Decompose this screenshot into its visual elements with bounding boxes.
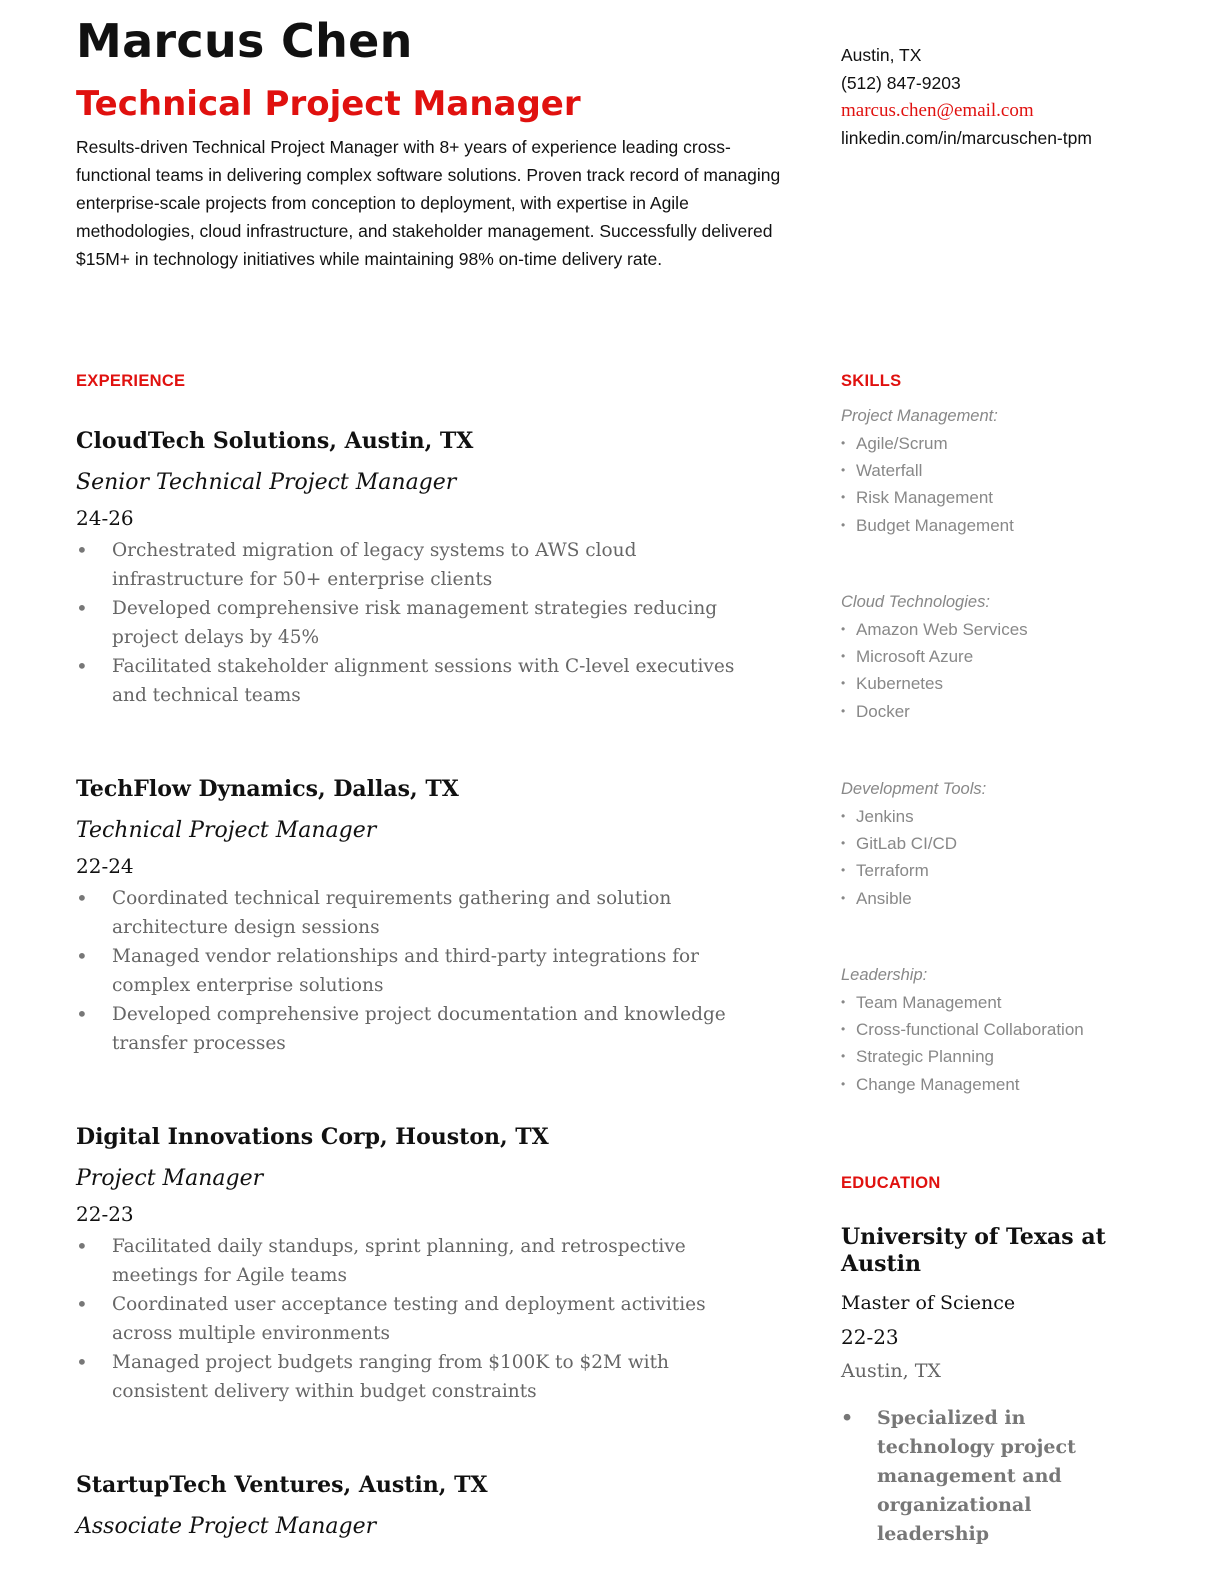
skill-item: • Docker xyxy=(841,698,1141,725)
job-dates: 24-26 xyxy=(76,506,134,530)
education-location: Austin, TX xyxy=(841,1360,941,1382)
contact-info xyxy=(841,42,1131,152)
education-entry xyxy=(841,1224,1131,1549)
job-bullet: • Facilitated daily standups, sprint planning, and retrospective meetings for Agile teams xyxy=(76,1232,762,1290)
skill-item: • Agile/Scrum xyxy=(841,430,1141,457)
education-bullet: • Specialized in technology project management and organizational leadership xyxy=(841,1404,1132,1549)
skill-item: • Kubernetes xyxy=(841,670,1141,697)
company-name: CloudTech Solutions, Austin, TX xyxy=(76,428,474,454)
job-role: Associate Project Manager xyxy=(76,1514,377,1539)
skill-category: Leadership: xyxy=(841,966,928,984)
job-dates: 22-23 xyxy=(76,1202,134,1226)
degree: Master of Science xyxy=(841,1292,1016,1314)
company-name: StartupTech Ventures, Austin, TX xyxy=(76,1472,488,1498)
job-bullet: • Developed comprehensive project documentation and knowledge transfer processes xyxy=(76,1000,762,1058)
job-bullet: • Facilitated stakeholder alignment sessions with C-level executives and technical teams xyxy=(76,652,762,710)
skill-item: • Cross-functional Collaboration xyxy=(841,1016,1141,1043)
skill-item: • Amazon Web Services xyxy=(841,616,1141,643)
job-bullets xyxy=(76,536,796,710)
skill-category: Cloud Technologies: xyxy=(841,593,990,611)
skill-item: • Risk Management xyxy=(841,484,1141,511)
company-name: TechFlow Dynamics, Dallas, TX xyxy=(76,776,459,802)
experience-heading: EXPERIENCE xyxy=(76,372,186,390)
job-bullet: • Managed project budgets ranging from $100K to $2M with consistent delivery within budget constraints xyxy=(76,1348,762,1406)
experience-entry xyxy=(76,772,796,1058)
job-title: Technical Project Manager xyxy=(76,84,581,124)
company-name: Digital Innovations Corp, Houston, TX xyxy=(76,1124,549,1150)
skill-group xyxy=(841,962,1141,1098)
skill-item: • Waterfall xyxy=(841,457,1141,484)
skill-item: • Change Management xyxy=(841,1071,1141,1098)
job-bullet: • Coordinated user acceptance testing and deployment activities across multiple environments xyxy=(76,1290,762,1348)
job-role: Project Manager xyxy=(76,1166,264,1191)
skill-category: Project Management: xyxy=(841,407,998,425)
job-bullet: • Managed vendor relationships and third-party integrations for complex enterprise solutions xyxy=(76,942,762,1000)
contact-location: Austin, TX xyxy=(841,45,922,65)
job-role: Senior Technical Project Manager xyxy=(76,470,457,495)
candidate-name: Marcus Chen xyxy=(76,14,413,68)
job-bullet: • Developed comprehensive risk management strategies reducing project delays by 45% xyxy=(76,594,762,652)
experience-entry xyxy=(76,424,796,710)
skill-group xyxy=(841,403,1141,539)
skill-item: • Strategic Planning xyxy=(841,1043,1141,1070)
experience-entry xyxy=(76,1120,796,1406)
skill-item: • Team Management xyxy=(841,989,1141,1016)
skill-item: • Microsoft Azure xyxy=(841,643,1141,670)
skill-item: • GitLab CI/CD xyxy=(841,830,1141,857)
education-bullets xyxy=(841,1404,1131,1549)
skills-heading: SKILLS xyxy=(841,372,902,390)
contact-email[interactable]: marcus.chen@email.com xyxy=(841,100,1034,121)
professional-summary: Results-driven Technical Project Manager with 8+ years of experience leading cross-functional teams in delivering complex software solutions. Proven track record of managing enterprise-scale projects from conception to deployment, with expertise in Agile methodologies, cloud infrastructure, and stakeholder management. Successfully delivered $15M+ in technology initiatives while maintaining 98% on-time delivery rate. xyxy=(76,137,781,269)
job-bullets xyxy=(76,1232,796,1406)
experience-entry xyxy=(76,1468,796,1546)
education-dates: 22-23 xyxy=(841,1325,899,1349)
contact-linkedin[interactable]: linkedin.com/in/marcuschen-tpm xyxy=(841,127,1092,148)
job-dates: 22-24 xyxy=(76,854,134,878)
job-bullet: • Orchestrated migration of legacy systems to AWS cloud infrastructure for 50+ enterprise clients xyxy=(76,536,762,594)
job-role: Technical Project Manager xyxy=(76,818,377,843)
skill-category: Development Tools: xyxy=(841,780,987,798)
skill-item: • Jenkins xyxy=(841,803,1141,830)
skill-item: • Terraform xyxy=(841,857,1141,884)
job-bullets xyxy=(76,884,796,1058)
contact-phone[interactable]: (512) 847-9203 xyxy=(841,72,961,93)
school-name: University of Texas at Austin xyxy=(841,1224,1106,1277)
skill-item: • Ansible xyxy=(841,885,1141,912)
skill-group xyxy=(841,589,1141,725)
skill-group xyxy=(841,776,1141,912)
education-heading: EDUCATION xyxy=(841,1174,941,1192)
job-bullet: • Coordinated technical requirements gathering and solution architecture design sessions xyxy=(76,884,762,942)
skill-item: • Budget Management xyxy=(841,512,1141,539)
